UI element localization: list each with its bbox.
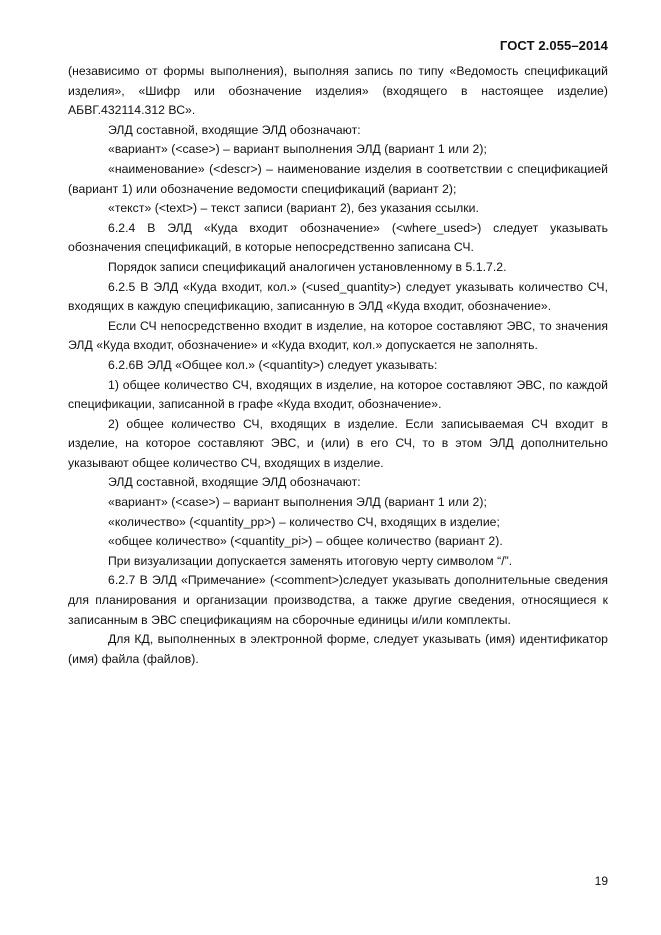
paragraph-clause-6-2-5: 6.2.5 В ЭЛД «Куда входит, кол.» (<used_quantity>) следует указывать количество СЧ, входящих в каждую спецификацию, записанную в ЭЛД «Куда входит, обозначение». [68,279,608,314]
paragraph: Порядок записи спецификаций аналогичен установленному в 5.1.7.2. [108,259,507,274]
paragraph: Для КД, выполненных в электронной форме, следует указывать (имя) идентификатор (имя) файла (файлов). [68,632,608,666]
paragraph: При визуализации допускается заменять итоговую черту символом “/”. [108,553,513,568]
paragraph: Если СЧ непосредственно входит в изделие, на которое составляют ЭВС, то значения ЭЛД «Куда входит, обозначение» и «Куда входит, кол.» допускается не заполнять. [68,318,608,353]
paragraph-clause-6-2-4: 6.2.4 В ЭЛД «Куда входит обозначение» (<where_used>) следует указывать обозначения спецификаций, в которые непосредственно записана СЧ. [68,220,608,255]
paragraph: «вариант» (<case>) – вариант выполнения ЭЛД (вариант 1 или 2); [108,495,487,510]
document-body [68,62,608,669]
page-number: 19 [594,874,608,888]
paragraph: «вариант» (<case>) – вариант выполнения ЭЛД (вариант 1 или 2); [108,142,487,157]
paragraph: ЭЛД составной, входящие ЭЛД обозначают: [108,475,361,490]
paragraph-list-item-1: 1) общее количество СЧ, входящих в изделие, на которое составляют ЭВС, по каждой спецификации, записанной в графе «Куда входит, обозначение». [68,377,608,412]
paragraph: «текст» (<text>) – текст записи (вариант 2), без указания ссылки. [108,201,479,216]
paragraph-list-item-2: 2) общее количество СЧ, входящих в изделие. Если записываемая СЧ входит в изделие, на которое составляют ЭВС, и (или) в его СЧ, то в этом ЭЛД дополнительно указывают общее количество СЧ, входящих в изделие. [68,416,608,470]
paragraph-clause-6-2-6: 6.2.6В ЭЛД «Общее кол.» (<quantity>) следует указывать: [108,357,438,372]
paragraph: ЭЛД составной, входящие ЭЛД обозначают: [108,122,361,137]
paragraph: «количество» (<quantity_pp>) – количество СЧ, входящих в изделие; [108,514,500,529]
document-header-standard: ГОСТ 2.055–2014 [499,38,608,53]
paragraph: «общее количество» (<quantity_pi>) – общее количество (вариант 2). [108,534,503,549]
paragraph: «наименование» (<descr>) – наименование изделия в соответствии с спецификацией (вариант 1) или обозначение ведомости спецификаций (вариант 2); [68,161,608,196]
paragraph-continuation: (независимо от формы выполнения), выполняя запись по типу «Ведомость спецификаций изделия», «Шифр или обозначение изделия» (входящего в настоящее изделие) АБВГ.432114.312 ВС». [68,64,608,118]
paragraph-clause-6-2-7: 6.2.7 В ЭЛД «Примечание» (<comment>)следует указывать дополнительные сведения для планирования и организации производства, а также другие сведения, относящиеся к записанным в ЭВС спецификациям на сборочные единицы и/или комплекты. [68,573,608,627]
